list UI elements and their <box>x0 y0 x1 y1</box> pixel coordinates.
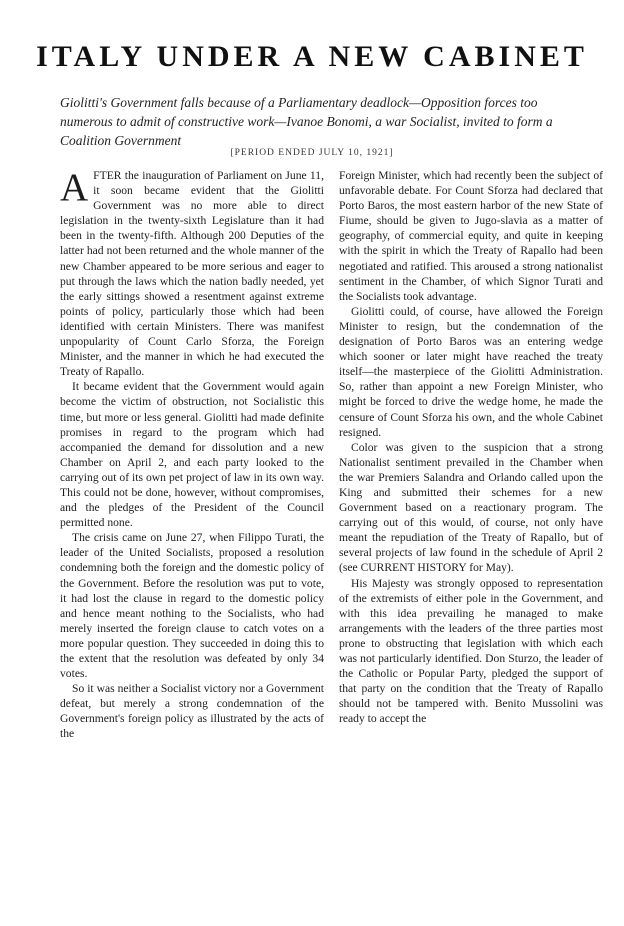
right-column <box>339 168 603 726</box>
paragraph: It became evident that the Government would again become the victim of obstruction, not Socialistic this time, but more or less general. Giolitti had made definite promises in regard to the program which had accompanied the demand for dissolution and a new Chamber on April 2, and each party looked to the carrying out of its own pet project of law in its own way. This could not be done, however, without compromises, and the pledges of the President of the Council permitted none. <box>60 380 324 530</box>
paragraph: Color was given to the suspicion that a strong Nationalist sentiment prevailed in the Chamber when the war Premiers Salandra and Orlando called upon the King and submitted their schemes for a new Government based on a reactionary program. The carrying out of this would, of course, not only have meant the repudiation of the Treaty of Rapallo, but of several projects of law found in the schedule of April 2 (see CURRENT HISTORY for May). <box>339 440 603 575</box>
paragraph <box>60 168 324 379</box>
paragraph: The crisis came on June 27, when Filippo Turati, the leader of the United Socialists, proposed a resolution condemning both the foreign and the domestic policy of the Government. Before the resolution was put to vote, it had lost the clause in regard to the domestic policy and hence meant nothing to the Socialists, who had merely inserted the foreign clause to catch votes on a more popular question. They succeeded in doing this to the extent that the resolution was defeated by only 34 votes. <box>60 531 324 681</box>
period-note: [PERIOD ENDED JULY 10, 1921] <box>230 148 394 158</box>
article-subtitle: Giolitti's Government falls because of a Parliamentary deadlock—Opposition forces too numerous to admit of constructive work—Ivanoe Bonomi, a war Socialist, invited to form a Coalition Government <box>60 95 553 148</box>
paragraph: So it was neither a Socialist victory nor a Government defeat, but merely a strong condemnation of the Government's foreign policy as illustrated by the acts of the <box>60 682 324 741</box>
drop-cap: A <box>60 166 89 209</box>
paragraph: Foreign Minister, which had recently been the subject of unfavorable debate. For Count Sforza had declared that Porto Baros, the most eastern harbor of the new State of Fiume, should be given to Jugo-slavia as a matter of geography, of commercial equity, and quite in keeping with the spirit in which the Treaty of Rapallo had been negotiated and ratified. This aroused a strong nationalist sentiment in the Chamber, of which Signor Turati and the Socialists took advantage. <box>339 169 603 303</box>
paragraph-text: FTER the inauguration of Parliament on June 11, it soon became evident that the Giolitti Government was no more able to direct legislation in the twenty-sixth Legislature than it had been in the twenty-fifth. Although 200 Deputies of the latter had not been returned and the whole manner of the new Chamber appeared to be more serious and eager to put through the laws which the nation badly needed, yet the early sittings showed a resentment against extreme points of policy, particularly those which had been identified with certain Ministers. There was manifest unpopularity of Count Carlo Sforza, the Foreign Minister, and the manner in which he had executed the Treaty of Rapallo. <box>60 169 324 379</box>
paragraph: Giolitti could, of course, have allowed the Foreign Minister to resign, but the condemnation of the designation of Porto Baros was an entering wedge which sooner or later might have reached the treaty itself—the masterpiece of the Giolitti Administration. So, rather than appoint a new Foreign Minister, who might be forced to drive the wedge home, he made the censure of Count Sforza his own, and the whole Cabinet resigned. <box>339 304 603 439</box>
article-title: ITALY UNDER A NEW CABINET <box>36 40 588 73</box>
paragraph: His Majesty was strongly opposed to representation of the extremists of either pole in the Government, and with this idea prevailing he managed to make arrangements with the leaders of the three parties most prone to obstructing that legislation with which each was not particularly identified. Don Sturzo, the leader of the Catholic or Popular Party, pledged the support of that party on the condition that the Treaty of Rapallo should not be tampered with. Benito Mussolini was ready to accept the <box>339 576 603 726</box>
left-column <box>60 168 324 742</box>
